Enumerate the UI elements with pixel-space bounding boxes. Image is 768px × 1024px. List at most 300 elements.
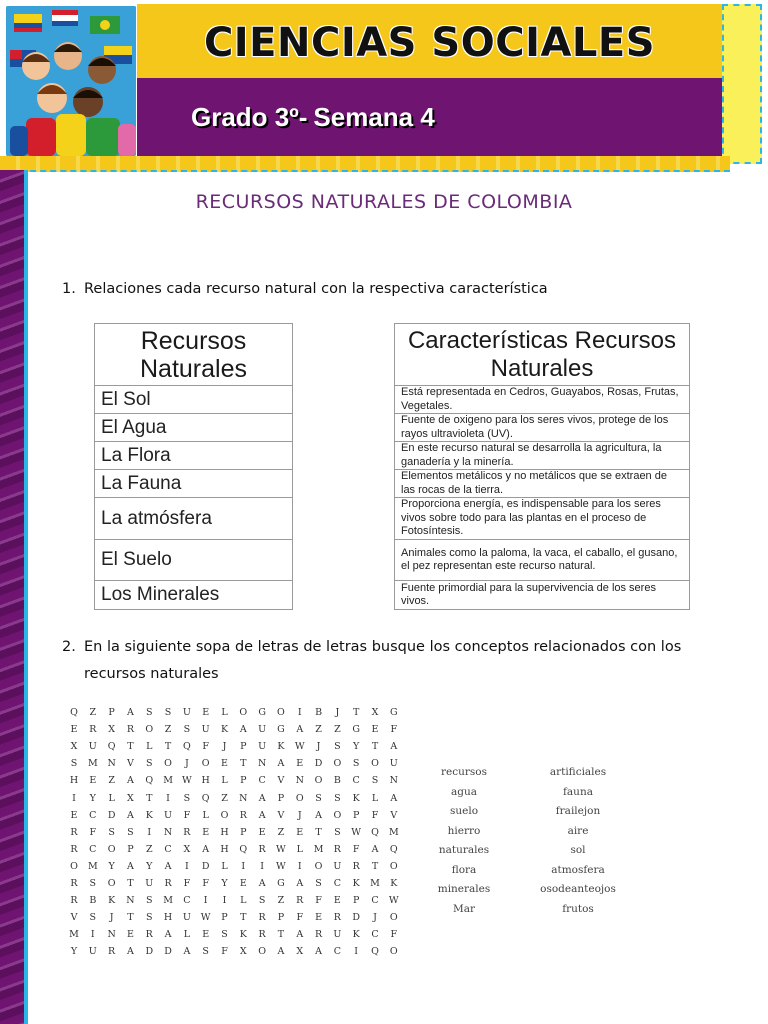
word-search-letter: O <box>371 758 379 770</box>
word-search-letter: R <box>239 809 247 821</box>
word-search-letter: A <box>296 724 304 736</box>
decorative-side-panel <box>722 4 762 164</box>
word-search-letter: A <box>390 741 398 753</box>
word-search-letter: R <box>70 877 78 889</box>
word-search-row <box>66 926 402 943</box>
word-search-letter: U <box>258 724 267 736</box>
word-search-letter: G <box>390 707 398 719</box>
word-search-letter: T <box>127 912 134 924</box>
word-search-letter: K <box>108 895 116 907</box>
children-flags-illustration <box>6 6 136 156</box>
word-search-letter: H <box>163 912 173 924</box>
word-search-letter: I <box>297 860 302 872</box>
word-search-letter: Z <box>221 792 228 804</box>
word-search-letter: X <box>127 792 134 804</box>
word-search-letter: S <box>315 792 322 804</box>
word-search-letter: Y <box>146 860 153 872</box>
word-search-letter: S <box>145 912 153 924</box>
word-search-letter: O <box>145 724 154 736</box>
word-search-letter: K <box>352 877 360 889</box>
question-2 <box>62 634 762 688</box>
word-search-letter: K <box>352 929 360 941</box>
word-search-letter: J <box>109 912 114 924</box>
word-search-letter: F <box>371 809 379 821</box>
word-search-letter: S <box>183 792 191 804</box>
word-search-letter: X <box>108 724 115 736</box>
word-search-letter: T <box>146 792 153 804</box>
word-search-letter: P <box>277 792 285 804</box>
word-search-letter: O <box>333 809 342 821</box>
word-search-letter: Q <box>201 792 210 804</box>
word-search-row <box>66 704 402 721</box>
word-search-row <box>66 909 402 926</box>
word-search-letter: M <box>163 895 173 907</box>
word-search-letter: R <box>296 895 304 907</box>
word-search-letter: A <box>258 809 266 821</box>
word-search-letter: D <box>201 860 210 872</box>
word-search-letter: R <box>126 724 135 736</box>
word-search-letter: F <box>352 843 360 855</box>
word-search-letter: O <box>201 758 210 770</box>
word-search-letter: E <box>296 758 304 770</box>
word-search-letter: A <box>277 946 285 958</box>
word-search-letter: N <box>107 929 116 941</box>
decorative-left-border <box>0 170 28 1024</box>
word-search-letter: U <box>333 929 342 941</box>
word-search-letter: E <box>315 912 323 924</box>
word-list-item: agua <box>450 785 477 798</box>
word-search-letter: S <box>164 707 172 719</box>
word-search-letter: F <box>221 946 228 958</box>
word-search-letter: S <box>145 758 153 770</box>
word-search-letter: O <box>107 877 116 889</box>
grade-week-label <box>191 102 435 133</box>
word-search-row <box>66 807 402 824</box>
question-number: 2. <box>62 639 76 655</box>
word-search-letter: U <box>389 758 398 770</box>
word-search-letter: A <box>127 809 134 821</box>
word-search-letter: E <box>221 758 228 770</box>
word-search-letter: N <box>163 826 173 838</box>
word-search-letter: L <box>296 843 303 855</box>
word-search-letter: P <box>277 912 285 924</box>
word-search-letter: E <box>202 929 210 941</box>
word-search-letter: J <box>184 758 189 770</box>
word-search-letter: S <box>334 741 341 753</box>
word-search-letter: F <box>202 877 209 889</box>
word-search-letter: U <box>333 860 342 872</box>
word-search-letter: Q <box>70 707 78 719</box>
resource-cell: El Sol <box>95 386 293 414</box>
word-search-letter: Y <box>89 792 96 804</box>
word-search-letter: X <box>239 946 247 958</box>
word-search-letter: Q <box>371 826 379 838</box>
word-search-letter: P <box>240 775 247 787</box>
word-search-letter: S <box>145 707 153 719</box>
question-text-line-2: recursos naturales <box>84 666 219 682</box>
word-search-letter: O <box>70 860 78 872</box>
word-search-letter: A <box>127 707 134 719</box>
word-search-letter: S <box>108 826 115 838</box>
word-search-letter: S <box>145 895 153 907</box>
word-search-letter: C <box>333 946 342 958</box>
word-search-letter: L <box>202 809 209 821</box>
word-search-letter: I <box>260 860 264 872</box>
word-search-letter: F <box>183 809 191 821</box>
word-search-letter: F <box>89 826 97 838</box>
word-list-item: naturales <box>438 844 490 856</box>
word-search-letter: P <box>240 826 247 838</box>
resources-table-header: Recursos Naturales <box>95 324 293 386</box>
word-search-letter: U <box>88 946 97 958</box>
word-search-letter: F <box>202 741 209 753</box>
word-search-letter: U <box>258 741 267 753</box>
word-search-letter: S <box>221 929 228 941</box>
word-search-letter: O <box>389 860 398 872</box>
word-search-letter: P <box>221 912 228 924</box>
characteristic-cell: En este recurso natural se desarrolla la agricultura, la ganadería y la minería. <box>395 442 690 470</box>
word-search-letter: O <box>220 809 229 821</box>
word-search-letter: Q <box>371 946 379 958</box>
resource-cell: La Flora <box>95 442 293 470</box>
word-search-letter: C <box>89 843 97 855</box>
word-search-letter: Q <box>182 741 191 753</box>
word-search-letter: F <box>390 724 398 736</box>
word-search-letter: M <box>69 929 79 941</box>
decorative-stripe <box>0 156 730 172</box>
word-search-row <box>66 721 402 738</box>
word-search-letter: S <box>352 758 360 770</box>
question-number: 1. <box>62 281 76 297</box>
word-search-letter: I <box>184 860 189 872</box>
word-search-letter: M <box>87 860 98 872</box>
word-search-letter: T <box>127 741 134 753</box>
characteristic-cell: Proporciona energía, es indispensable para los seres vivos sobre todo para las plantas en el proceso de Fotosíntesis. <box>395 498 690 540</box>
word-search-letter: N <box>126 895 135 907</box>
word-search-letter: A <box>127 946 134 958</box>
word-search-letter: C <box>333 877 342 889</box>
word-search-letter: R <box>258 912 266 924</box>
word-list-item: recursos <box>441 766 487 778</box>
word-search-letter: U <box>201 724 210 736</box>
word-search-letter: D <box>164 946 172 958</box>
word-search-letter: S <box>89 877 97 889</box>
word-search-letter: V <box>70 912 78 924</box>
word-search-letter: W <box>351 826 362 838</box>
word-search-letter: M <box>163 775 173 787</box>
word-search-letter: R <box>258 843 266 855</box>
word-search-letter: R <box>352 860 360 872</box>
characteristics-table <box>394 323 690 610</box>
word-search-letter: Z <box>277 895 285 907</box>
word-search-letter: Q <box>389 843 398 855</box>
characteristics-table-header: Características Recursos Naturales <box>395 324 690 386</box>
word-search-letter: E <box>202 826 210 838</box>
word-search-letter: N <box>257 758 267 770</box>
word-list-item: hierro <box>447 824 481 837</box>
word-list-item: sol <box>570 844 586 856</box>
word-search-letter: L <box>221 707 228 719</box>
word-search-letter: I <box>147 826 152 838</box>
word-search-letter: R <box>333 843 341 855</box>
word-search-letter: P <box>352 895 360 907</box>
word-search-letter: H <box>69 775 79 787</box>
word-search-letter: Z <box>164 724 172 736</box>
word-search-letter: I <box>222 895 227 907</box>
word-search-row <box>66 772 402 789</box>
word-search-letter: O <box>295 792 304 804</box>
word-search-letter: O <box>333 758 342 770</box>
word-search-letter: X <box>183 843 191 855</box>
word-search-letter: L <box>371 792 379 804</box>
word-search-letter: W <box>181 775 192 787</box>
characteristic-cell: Está representada en Cedros, Guayabos, Rosas, Frutas, Vegetales. <box>395 386 690 414</box>
word-search-letter: E <box>70 809 78 821</box>
word-search-letter: U <box>182 707 191 719</box>
word-search-letter: C <box>371 929 379 941</box>
word-search-letter: R <box>89 724 97 736</box>
word-search-letter: R <box>258 929 266 941</box>
word-search-letter: E <box>126 929 134 941</box>
word-search-letter: Z <box>334 724 341 736</box>
word-search-letter: S <box>70 758 78 770</box>
word-search-letter: A <box>296 877 304 889</box>
word-search-letter: V <box>277 775 285 787</box>
word-search-letter: P <box>127 843 134 855</box>
resource-cell: La atmósfera <box>95 498 293 540</box>
word-search-row <box>66 943 402 960</box>
word-search-letter: I <box>90 929 95 941</box>
word-search-letter: U <box>182 912 191 924</box>
grade-label: Grado 3º- <box>191 102 308 132</box>
word-search-letter: R <box>164 877 172 889</box>
week-label: Semana 4 <box>313 102 435 132</box>
word-search-letter: V <box>127 758 134 770</box>
word-search-letter: K <box>220 724 229 736</box>
word-search-letter: C <box>258 775 266 787</box>
word-search-letter: G <box>258 707 266 719</box>
word-search-letter: H <box>220 826 229 838</box>
word-search-letter: B <box>315 707 323 719</box>
word-search-letter: J <box>316 741 321 753</box>
word-search-letter: O <box>314 775 323 787</box>
word-search-letter: Z <box>145 843 153 855</box>
word-search-letter: W <box>276 860 286 872</box>
word-search-letter: L <box>221 860 228 872</box>
word-search-letter: E <box>202 707 210 719</box>
word-search-letter: M <box>313 843 324 855</box>
word-search-row <box>66 875 402 892</box>
word-search-letter: A <box>164 929 172 941</box>
word-search-letter: L <box>240 895 247 907</box>
word-search-letter: J <box>297 809 302 821</box>
word-search-letter: S <box>334 826 341 838</box>
word-list-item: frutos <box>562 902 594 915</box>
word-list-column-2 <box>526 766 630 922</box>
header <box>0 0 768 178</box>
word-search-letter: N <box>295 775 304 787</box>
word-search-letter: Z <box>277 826 285 838</box>
word-search-letter: F <box>390 929 398 941</box>
word-list-item: osodeanteojos <box>540 883 616 895</box>
question-1 <box>62 276 548 303</box>
word-list-item: artificiales <box>549 766 607 778</box>
word-search-row <box>66 892 402 909</box>
resource-cell: La Fauna <box>95 470 293 498</box>
word-list-item: atmosfera <box>551 863 605 876</box>
word-search-letter: U <box>145 877 154 889</box>
word-search-letter: A <box>202 843 210 855</box>
word-search-letter: S <box>334 792 341 804</box>
word-search-letter: T <box>371 860 379 872</box>
word-search-letter: L <box>146 741 153 753</box>
word-search-letter: B <box>333 775 341 787</box>
word-search-letter: A <box>258 792 266 804</box>
word-search-letter: I <box>354 946 359 958</box>
word-search-letter: R <box>333 912 341 924</box>
characteristic-cell: Animales como la paloma, la vaca, el caballo, el gusano, el pez representan este recurso natural. <box>395 540 690 581</box>
word-search-letter: A <box>239 724 247 736</box>
word-list-column-1 <box>418 766 510 922</box>
word-list-item: fauna <box>563 785 593 798</box>
word-search-letter: M <box>388 826 399 838</box>
word-search-letter: S <box>89 912 97 924</box>
word-search-letter: V <box>277 809 285 821</box>
word-search-row <box>66 738 402 755</box>
word-search-letter: X <box>371 707 379 719</box>
word-search-letter: I <box>297 707 302 719</box>
word-search-letter: O <box>107 843 116 855</box>
word-search-letter: T <box>240 912 247 924</box>
word-search-letter: Q <box>107 741 116 753</box>
characteristic-cell: Fuente primordial para la supervivencia de los seres vivos. <box>395 581 690 610</box>
word-search-letter: M <box>370 877 380 889</box>
word-search-letter: W <box>200 912 211 924</box>
word-search-letter: N <box>389 775 398 787</box>
word-search-letter: T <box>127 877 134 889</box>
word-search-letter: T <box>371 741 379 753</box>
word-search-letter: R <box>70 826 78 838</box>
word-search-letter: P <box>108 707 115 719</box>
resource-cell: Los Minerales <box>95 581 293 610</box>
word-search-letter: K <box>239 929 247 941</box>
word-search-letter: T <box>240 758 247 770</box>
word-search-grid <box>66 704 402 960</box>
word-search-letter: K <box>145 809 153 821</box>
word-search-letter: D <box>314 758 323 770</box>
grade-band <box>137 78 722 156</box>
word-search-letter: Z <box>108 775 115 787</box>
word-search-letter: H <box>220 843 229 855</box>
word-search-letter: R <box>70 843 78 855</box>
word-search-row <box>66 755 402 772</box>
word-search-letter: O <box>164 758 172 770</box>
word-search-row <box>66 789 402 806</box>
word-search-letter: R <box>70 895 78 907</box>
word-search-letter: Y <box>70 946 78 958</box>
word-search-letter: O <box>389 946 398 958</box>
resource-cell: El Suelo <box>95 540 293 581</box>
word-search-letter: F <box>315 895 322 907</box>
word-search-letter: I <box>72 792 76 804</box>
word-search-letter: S <box>202 946 209 958</box>
children-flags-icon <box>6 6 136 156</box>
word-search-letter: A <box>183 946 191 958</box>
word-search-letter: L <box>183 929 191 941</box>
word-search-letter: C <box>352 775 360 787</box>
word-search-letter: G <box>352 724 360 736</box>
word-search-letter: R <box>183 826 191 838</box>
word-search-letter: P <box>352 809 360 821</box>
word-search-letter: E <box>258 826 266 838</box>
word-search-letter: V <box>390 809 398 821</box>
word-search-letter: Y <box>108 860 115 872</box>
word-search-letter: J <box>222 741 227 753</box>
word-search-letter: I <box>166 792 170 804</box>
word-search-letter: Y <box>353 741 360 753</box>
question-text: Relaciones cada recurso natural con la respectiva característica <box>84 281 548 297</box>
subject-title: CIENCIAS SOCIALES <box>203 20 656 66</box>
word-search-letter: K <box>390 877 398 889</box>
word-search-letter: A <box>127 860 134 872</box>
word-search-row <box>66 858 402 875</box>
word-search-letter: X <box>296 946 304 958</box>
word-search-letter: D <box>352 912 360 924</box>
word-search-letter: Q <box>239 843 248 855</box>
word-search-letter: N <box>107 758 116 770</box>
word-search-letter: Z <box>89 707 97 719</box>
word-search-letter: O <box>258 946 267 958</box>
word-search-letter: W <box>294 741 305 753</box>
word-search-letter: O <box>239 707 248 719</box>
word-list-item: minerales <box>437 883 491 895</box>
word-search-letter: C <box>371 895 379 907</box>
word-search-letter: E <box>371 724 379 736</box>
word-search-letter: R <box>145 929 153 941</box>
question-text-line-1: En la siguiente sopa de letras de letras busque los conceptos relacionados con los <box>84 639 682 655</box>
word-search-letter: A <box>277 758 285 770</box>
word-search-letter: E <box>89 775 97 787</box>
word-list-item: flora <box>451 863 477 876</box>
word-search-letter: T <box>315 826 322 838</box>
word-search-letter: L <box>221 775 228 787</box>
word-search-letter: E <box>296 826 304 838</box>
word-search-letter: R <box>108 946 116 958</box>
word-search-letter: R <box>314 929 323 941</box>
word-search-letter: S <box>183 724 191 736</box>
word-search-letter: A <box>127 775 134 787</box>
word-search-letter: O <box>277 707 285 719</box>
word-search-letter: U <box>88 741 97 753</box>
word-search-letter: S <box>371 775 379 787</box>
word-search-letter: G <box>277 724 285 736</box>
word-search-letter: N <box>239 792 248 804</box>
word-search-letter: A <box>315 809 322 821</box>
title-band <box>137 4 722 78</box>
resource-cell: El Agua <box>95 414 293 442</box>
word-search-letter: A <box>258 877 266 889</box>
word-search-letter: E <box>239 877 247 889</box>
word-search-letter: Y <box>221 877 228 889</box>
word-search-letter: C <box>164 843 172 855</box>
word-search-letter: H <box>201 775 210 787</box>
characteristic-cell: Fuente de oxigeno para los seres vivos, protege de los rayos ultravioleta (UV). <box>395 414 690 442</box>
word-list-item: aire <box>567 824 589 837</box>
word-list-item: frailejon <box>555 805 601 817</box>
word-search-letter: T <box>164 741 172 753</box>
word-search-letter: L <box>108 792 115 804</box>
word-search-letter: O <box>314 860 323 872</box>
